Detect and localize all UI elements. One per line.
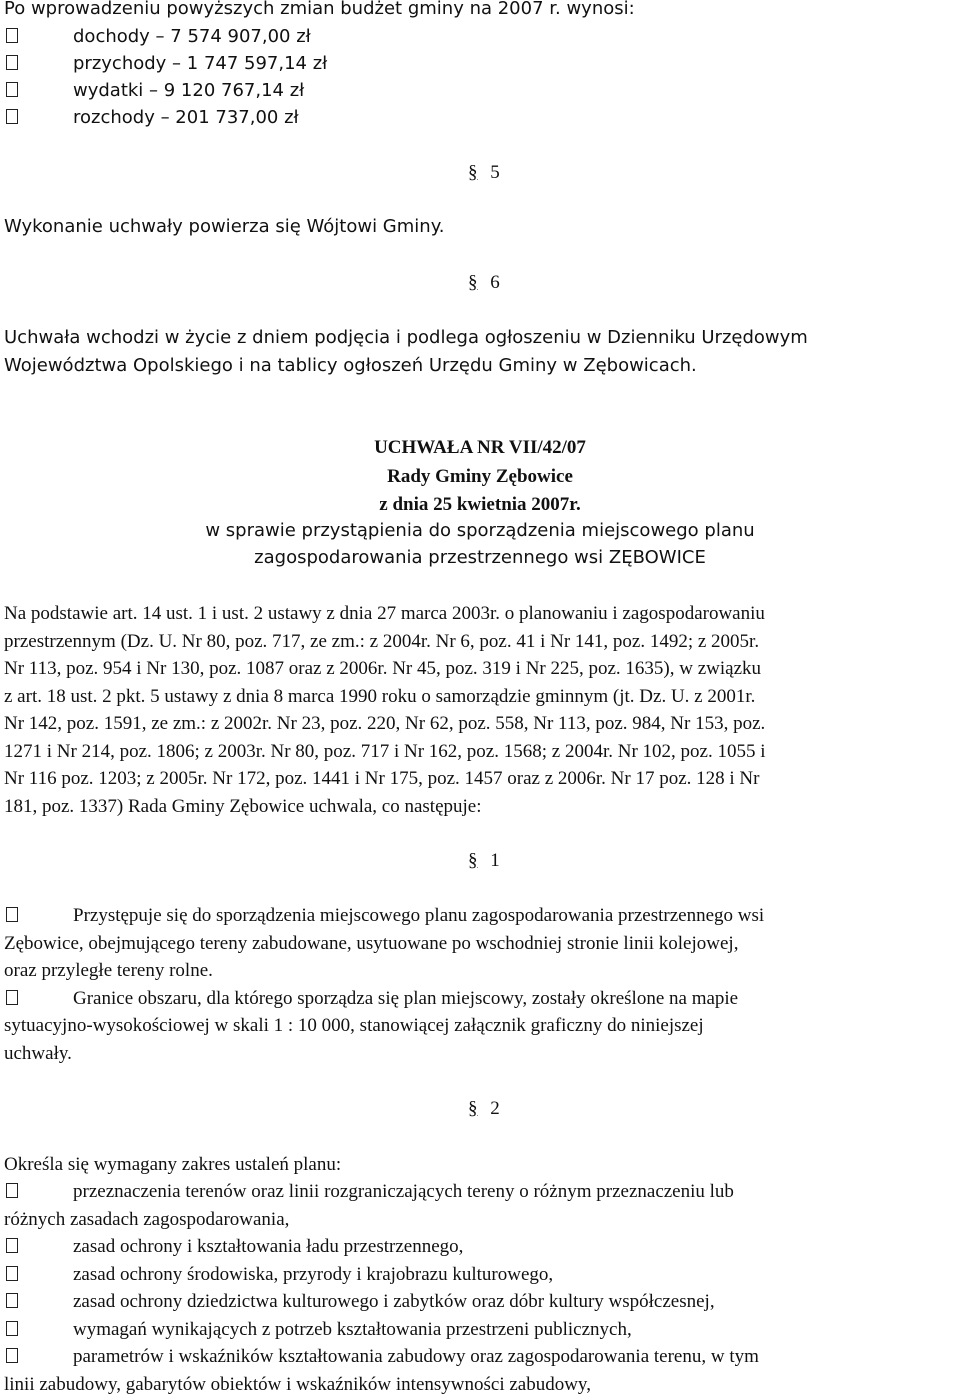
section-sign: § [468,1098,478,1119]
section-1-heading [468,851,500,870]
basis-line: Nr 113, poz. 954 i Nr 130, poz. 1087 oraz z 2006r. Nr 45, poz. 319 i Nr 225, poz. 1635), w związku [4,658,762,679]
scope-item [6,1236,464,1257]
item-text: wymagań wynikających z potrzeb kształtowania przestrzeni publicznych, [73,1319,632,1340]
item-continuation: linii zabudowy, gabarytów obiektów i wskaźników intensywności zabudowy, [4,1374,591,1395]
scope-intro: Określa się wymagany zakres ustaleń planu: [4,1154,342,1175]
bullet-box-icon [6,55,18,70]
bullet-box-icon [6,1238,18,1253]
basis-line: 181, poz. 1337) Rada Gminy Zębowice uchwala, co następuje: [4,796,482,817]
item-text: zasad ochrony dziedzictwa kulturowego i zabytków oraz dóbr kultury współczesnej, [73,1291,715,1312]
bullet-box-icon [6,1266,18,1281]
section-2-heading [468,1099,500,1118]
item-continuation: różnych zasadach zagospodarowania, [4,1209,290,1230]
scope-item [6,1346,759,1367]
budget-item-text: rozchody – 201 737,00 zł [73,107,299,128]
section-number: 2 [490,1098,500,1119]
section-number: 1 [490,850,500,871]
resolution-body: Rady Gminy Zębowice [387,466,573,487]
bullet-box-icon [6,1348,18,1363]
scope-item [6,1291,715,1312]
resolution-subject-line: zagospodarowania przestrzennego wsi ZĘBOWICE [254,547,706,568]
item-continuation: sytuacyjno-wysokościowej w skali 1 : 10 000, stanowiącej załącznik graficzny do niniejszej [4,1015,704,1036]
item-text: Granice obszaru, dla którego sporządza się plan miejscowy, zostały określone na mapie [73,988,739,1009]
bullet-box-icon [6,28,18,43]
bullet-box-icon [6,990,18,1005]
intro-text: Po wprowadzeniu powyższych zmian budżet gminy na 2007 r. wynosi: [4,0,635,19]
scope-item [6,1319,632,1340]
section-number: 5 [490,162,500,183]
budget-item [6,53,328,74]
resolution-subject-line: w sprawie przystąpienia do sporządzenia miejscowego planu [205,520,755,541]
budget-item-text: przychody – 1 747 597,14 zł [73,53,328,74]
resolution-date: z dnia 25 kwietnia 2007r. [379,494,581,515]
bullet-box-icon [6,1183,18,1198]
bullet-box-icon [6,1321,18,1336]
budget-item-text: wydatki – 9 120 767,14 zł [73,80,305,101]
item-text: zasad ochrony i kształtowania ładu przestrzennego, [73,1236,464,1257]
item-text: parametrów i wskaźników kształtowania zabudowy oraz zagospodarowania terenu, w tym [73,1346,759,1367]
bullet-box-icon [6,82,18,97]
bullet-box-icon [6,1293,18,1308]
budget-item [6,107,299,128]
item-text: zasad ochrony środowiska, przyrody i krajobrazu kulturowego, [73,1264,554,1285]
basis-line: 1271 i Nr 214, poz. 1806; z 2003r. Nr 80, poz. 717 i Nr 162, poz. 1568; z 2004r. Nr 102, poz. 1055 i [4,741,766,762]
item-text: Przystępuje się do sporządzenia miejscowego planu zagospodarowania przestrzennego wsi [73,905,765,926]
section-5-heading [468,163,500,182]
section-sign: § [468,272,478,293]
basis-line: Na podstawie art. 14 ust. 1 i ust. 2 ustawy z dnia 27 marca 2003r. o planowaniu i zagospodarowaniu [4,603,765,624]
section-1-item [6,988,739,1009]
scope-item [6,1264,554,1285]
item-continuation: uchwały. [4,1043,72,1064]
item-text: przeznaczenia terenów oraz linii rozgraniczających tereny o różnym przeznaczeniu lub [73,1181,734,1202]
item-continuation: oraz przyległe tereny rolne. [4,960,213,981]
budget-item-text: dochody – 7 574 907,00 zł [73,26,311,47]
execution-text: Wykonanie uchwały powierza się Wójtowi Gminy. [4,216,445,237]
section-6-heading [468,273,500,292]
basis-line: przestrzennym (Dz. U. Nr 80, poz. 717, ze zm.: z 2004r. Nr 6, poz. 41 i Nr 141, poz. 1492; z 2005r. [4,631,760,652]
section-1-item [6,905,765,926]
bullet-box-icon [6,907,18,922]
budget-item [6,26,311,47]
basis-line: Nr 142, poz. 1591, ze zm.: z 2002r. Nr 23, poz. 220, Nr 62, poz. 558, Nr 113, poz. 984, Nr 153, poz. [4,713,766,734]
effect-line: Województwa Opolskiego i na tablicy ogłoszeń Urzędu Gminy w Zębowicach. [4,355,697,376]
section-sign: § [468,162,478,183]
section-sign: § [468,850,478,871]
scope-item [6,1181,734,1202]
effect-line: Uchwała wchodzi w życie z dniem podjęcia i podlega ogłoszeniu w Dzienniku Urzędowym [4,327,808,348]
basis-line: z art. 18 ust. 2 pkt. 5 ustawy z dnia 8 marca 1990 roku o samorządzie gminnym (jt. Dz. U. z 2001r. [4,686,756,707]
item-continuation: Zębowice, obejmującego tereny zabudowane, usytuowane po wschodniej stronie linii kolejowej, [4,933,739,954]
resolution-title: UCHWAŁA NR VII/42/07 [374,437,586,458]
budget-item [6,80,305,101]
bullet-box-icon [6,109,18,124]
section-number: 6 [490,272,500,293]
basis-line: Nr 116 poz. 1203; z 2005r. Nr 172, poz. 1441 i Nr 175, poz. 1457 oraz z 2006r. Nr 17 poz. 128 i Nr [4,768,760,789]
